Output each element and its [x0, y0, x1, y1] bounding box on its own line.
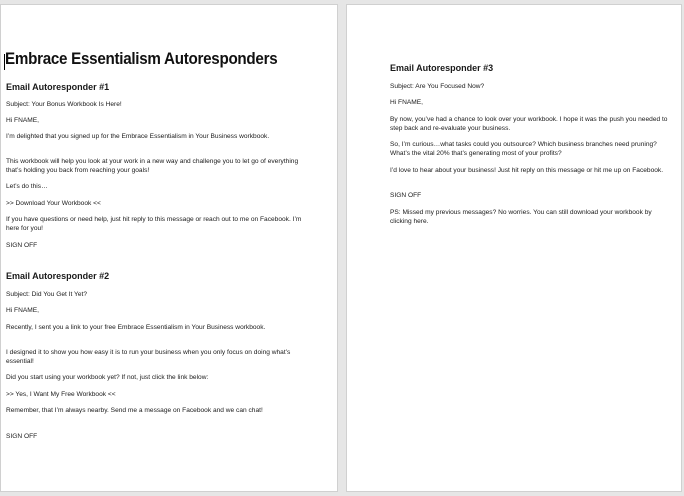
autoresponder-1-download-link[interactable]: >> Download Your Workbook << — [6, 200, 101, 207]
autoresponder-2-paragraph-3: Did you start using your workbook yet? If not, just click the link below: — [6, 374, 209, 381]
autoresponder-2-paragraph-2: I designed it to show you how easy it is to run your business when you only focus on doing what’s essential! — [6, 349, 291, 366]
autoresponder-2-signoff: SIGN OFF — [6, 433, 38, 440]
autoresponder-1-paragraph-1: I’m delighted that you signed up for the Embrace Essentialism in Your Business workbook. — [6, 133, 270, 140]
autoresponder-1-paragraph-4: If you have questions or need help, just hit reply to this message or reach out to me on Facebook. I’m here for you! — [6, 216, 302, 233]
autoresponder-3-postscript: PS: Missed my previous messages? No worries. You can still download your workbook by clicking here. — [390, 209, 652, 226]
autoresponder-3-subject: Subject: Are You Focused Now? — [390, 83, 485, 90]
autoresponder-3-heading: Email Autoresponder #3 — [390, 63, 494, 73]
autoresponder-1-paragraph-3: Let’s do this… — [6, 183, 48, 190]
autoresponder-3-paragraph-1: By now, you’ve had a chance to look over your workbook. I hope it was the push you needed to step back and re-evaluate your business. — [390, 116, 668, 133]
autoresponder-3-paragraph-2: So, I’m curious…what tasks could you outsource? Which business branches need pruning? What’s the vital 20% that’s generating most of your profits? — [390, 141, 657, 158]
autoresponder-2-workbook-link[interactable]: >> Yes, I Want My Free Workbook << — [6, 391, 116, 398]
autoresponder-3-paragraph-3: I’d love to hear about your business! Just hit reply on this message or hit me up on Facebook. — [390, 167, 664, 174]
document-page-1[interactable] — [0, 4, 338, 492]
autoresponder-2-subject: Subject: Did You Get It Yet? — [6, 291, 88, 298]
autoresponder-1-greeting: Hi FNAME, — [6, 117, 39, 124]
document-page-2[interactable] — [346, 4, 682, 492]
autoresponder-2-greeting: Hi FNAME, — [6, 307, 39, 314]
autoresponder-1-signoff: SIGN OFF — [6, 242, 38, 249]
document-title: Embrace Essentialism Autoresponders — [5, 50, 278, 68]
autoresponder-1-subject: Subject: Your Bonus Workbook Is Here! — [6, 101, 122, 108]
autoresponder-1-heading: Email Autoresponder #1 — [6, 82, 110, 92]
autoresponder-2-heading: Email Autoresponder #2 — [6, 271, 110, 281]
autoresponder-3-greeting: Hi FNAME, — [390, 99, 423, 106]
autoresponder-3-signoff: SIGN OFF — [390, 192, 422, 199]
autoresponder-1-paragraph-2: This workbook will help you look at your work in a new way and challenge you to let go of everything that’s holding you back from reaching your goals! — [6, 158, 299, 175]
autoresponder-2-paragraph-1: Recently, I sent you a link to your free Embrace Essentialism in Your Business workbook. — [6, 324, 266, 331]
autoresponder-2-paragraph-4: Remember, that I’m always nearby. Send me a message on Facebook and we can chat! — [6, 407, 263, 414]
